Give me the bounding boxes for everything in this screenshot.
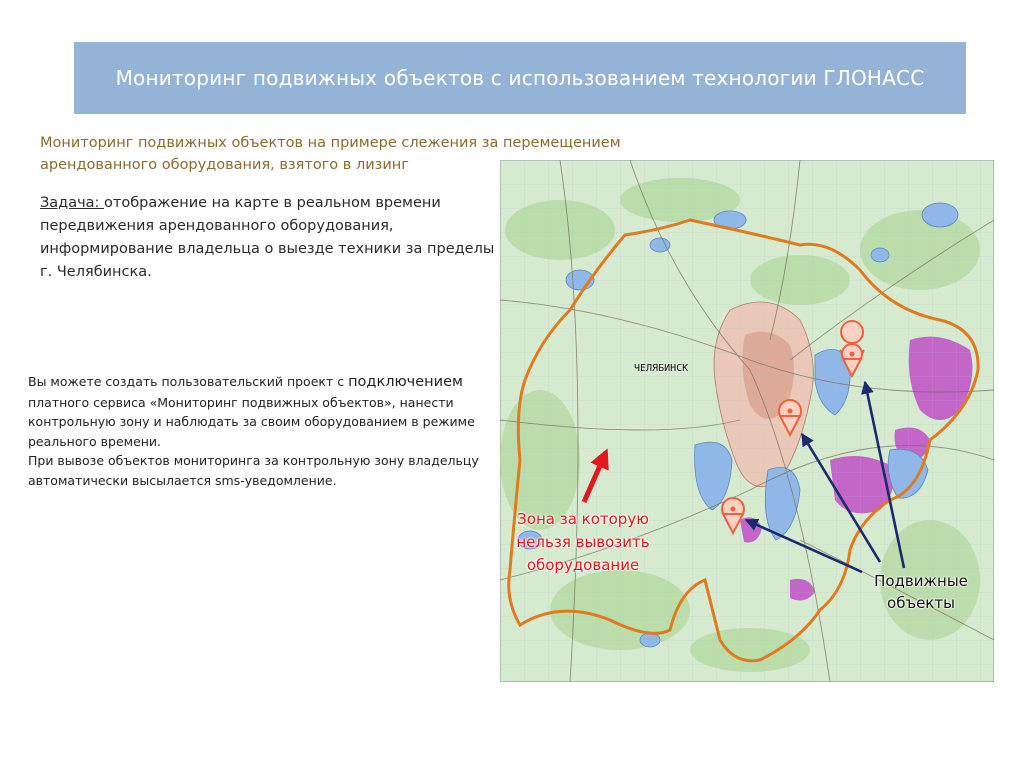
description-paragraph [28, 372, 496, 490]
description-part-2: платного сервиса «Мониторинг подвижных объектов», нанести контрольную зону и наблюдать за своим оборудованием в режиме реального времени. [28, 394, 475, 449]
page-title: Мониторинг подвижных объектов с использованием технологии ГЛОНАСС [115, 65, 925, 90]
description-emphasis: подключением [348, 374, 463, 390]
description-part-3: При вывозе объектов мониторинга за контрольную зону владельцу автоматически высылается sms-уведомление. [28, 453, 479, 488]
subtitle-line-2: арендованного оборудования, взятого в лизинг [40, 157, 409, 173]
subtitle-line-1: Мониторинг подвижных объектов на примере слежения за перемещением [40, 135, 621, 151]
city-name-label: ЧЕЛЯБИНСК [634, 363, 689, 374]
task-paragraph [40, 192, 502, 284]
subtitle [40, 132, 621, 176]
moving-objects-label: Подвижные объекты [874, 572, 968, 612]
zone-label: Зона за которую нельзя вывозить оборудование [516, 510, 650, 574]
task-text: отображение на карте в реальном времени передвижения арендованного оборудования, информирование владельца о выезде техники за пределы г. Челябинска. [40, 195, 495, 280]
description-part-1: Вы можете создать пользовательский проект с [28, 374, 345, 389]
task-label: Задача: [40, 195, 105, 211]
title-banner [74, 42, 966, 114]
